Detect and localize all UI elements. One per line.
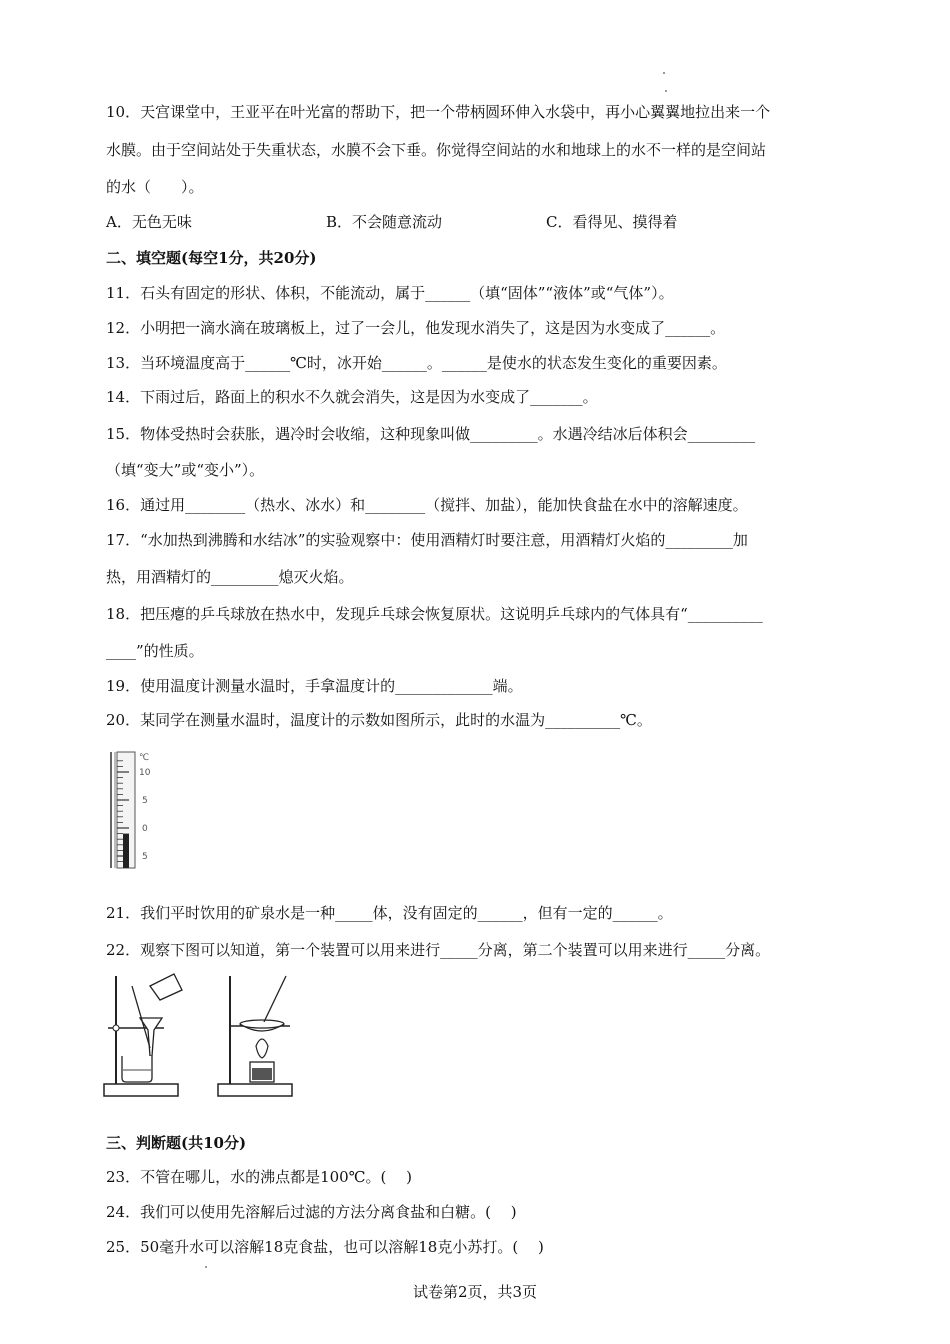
pouring-beaker: [150, 974, 182, 1000]
q10-line2: 水膜。由于空间站处于失重状态，水膜不会下垂。你觉得空间站的水和地球上的水不一样的是空间站: [106, 141, 767, 159]
beaker: [122, 1056, 152, 1082]
section-heading-true-false: 三、判断题(共10分): [106, 1134, 247, 1152]
evaporating-dish: [240, 1020, 284, 1028]
q10-option-a[interactable]: A．无色无味: [106, 213, 192, 231]
q10-option-c[interactable]: C．看得见、摸得着: [546, 213, 678, 231]
q11: 11．石头有固定的形状、体积，不能流动，属于______（填“固体”“液体”或“气体”）。: [106, 284, 674, 302]
stand-base: [104, 1084, 178, 1096]
q17-line2: 热，用酒精灯的_________熄灭火焰。: [106, 568, 354, 586]
flame-icon: [256, 1039, 268, 1058]
q14: 14．下雨过后，路面上的积水不久就会消失，这是因为水变成了_______。: [106, 388, 598, 406]
thermometer-figure: [105, 748, 165, 873]
q23: 23．不管在哪儿，水的沸点都是100℃。( ): [106, 1168, 412, 1186]
q10-option-b[interactable]: B．不会随意流动: [326, 213, 443, 231]
evaporation-apparatus-figure: [216, 966, 298, 1100]
q24: 24．我们可以使用先溶解后过滤的方法分离食盐和白糖。( ): [106, 1203, 517, 1221]
thermometer-tick-label: 5: [142, 796, 148, 806]
scan-speck: [205, 1266, 207, 1268]
q15-line2: （填“变大”或“变小”）。: [106, 461, 265, 479]
q18-line2: ____”的性质。: [106, 642, 204, 660]
glass-rod: [132, 986, 150, 1048]
scan-speck: [665, 90, 667, 92]
q19: 19．使用温度计测量水温时，手拿温度计的_____________端。: [106, 677, 523, 695]
q17-line1: 17．“水加热到沸腾和水结冰”的实验观察中：使用酒精灯时要注意，用酒精灯火焰的_________加: [106, 531, 748, 549]
q21: 21．我们平时饮用的矿泉水是一种_____体，没有固定的______，但有一定的______。: [106, 904, 673, 922]
stand-base: [218, 1084, 292, 1096]
section-heading-fill-in: 二、填空题(每空1分，共20分): [106, 249, 317, 267]
q10-line3: 的水（ ）。: [106, 178, 204, 196]
page-footer: 试卷第2页，共3页: [412, 1283, 538, 1301]
thermometer-tick-label: 0: [142, 824, 148, 834]
lamp-fuel: [252, 1068, 272, 1080]
thermometer-liquid-column: [123, 834, 129, 868]
glass-rod: [264, 976, 286, 1022]
scan-speck: [663, 72, 665, 74]
q15-line1: 15．物体受热时会获胀，遇冷时会收缩，这种现象叫做_________。水遇冷结冰后体积会_________: [106, 425, 756, 443]
thermometer-tick-label: 10: [139, 768, 151, 778]
q25: 25．50毫升水可以溶解18克食盐，也可以溶解18克小苏打。( ): [106, 1238, 544, 1256]
q22: 22．观察下图可以知道，第一个装置可以用来进行_____分离，第二个装置可以用来进行_____分离。: [106, 941, 771, 959]
thermometer-unit: ℃: [139, 753, 150, 763]
q12: 12．小明把一滴水滴在玻璃板上，过了一会儿，他发现水消失了，这是因为水变成了______。: [106, 319, 726, 337]
filtration-apparatus-figure: [102, 966, 184, 1100]
q13: 13．当环境温度高于______℃时，冰开始______。______是使水的状态发生变化的重要因素。: [106, 354, 727, 372]
q18-line1: 18．把压瘪的乒乓球放在热水中，发现乒乓球会恢复原状。这说明乒乓球内的气体具有“__________: [106, 605, 763, 623]
clamp-knob: [113, 1025, 119, 1031]
q20: 20．某同学在测量水温时，温度计的示数如图所示，此时的水温为__________℃。: [106, 711, 652, 729]
q10-line1: 10．天宫课堂中，王亚平在叶光富的帮助下，把一个带柄圆环伸入水袋中，再小心翼翼地拉出来一个: [106, 103, 771, 121]
q16: 16．通过用________（热水、冰水）和________（搅拌、加盐），能加快食盐在水中的溶解速度。: [106, 496, 748, 514]
thermometer-tick-label: 5: [142, 852, 148, 862]
